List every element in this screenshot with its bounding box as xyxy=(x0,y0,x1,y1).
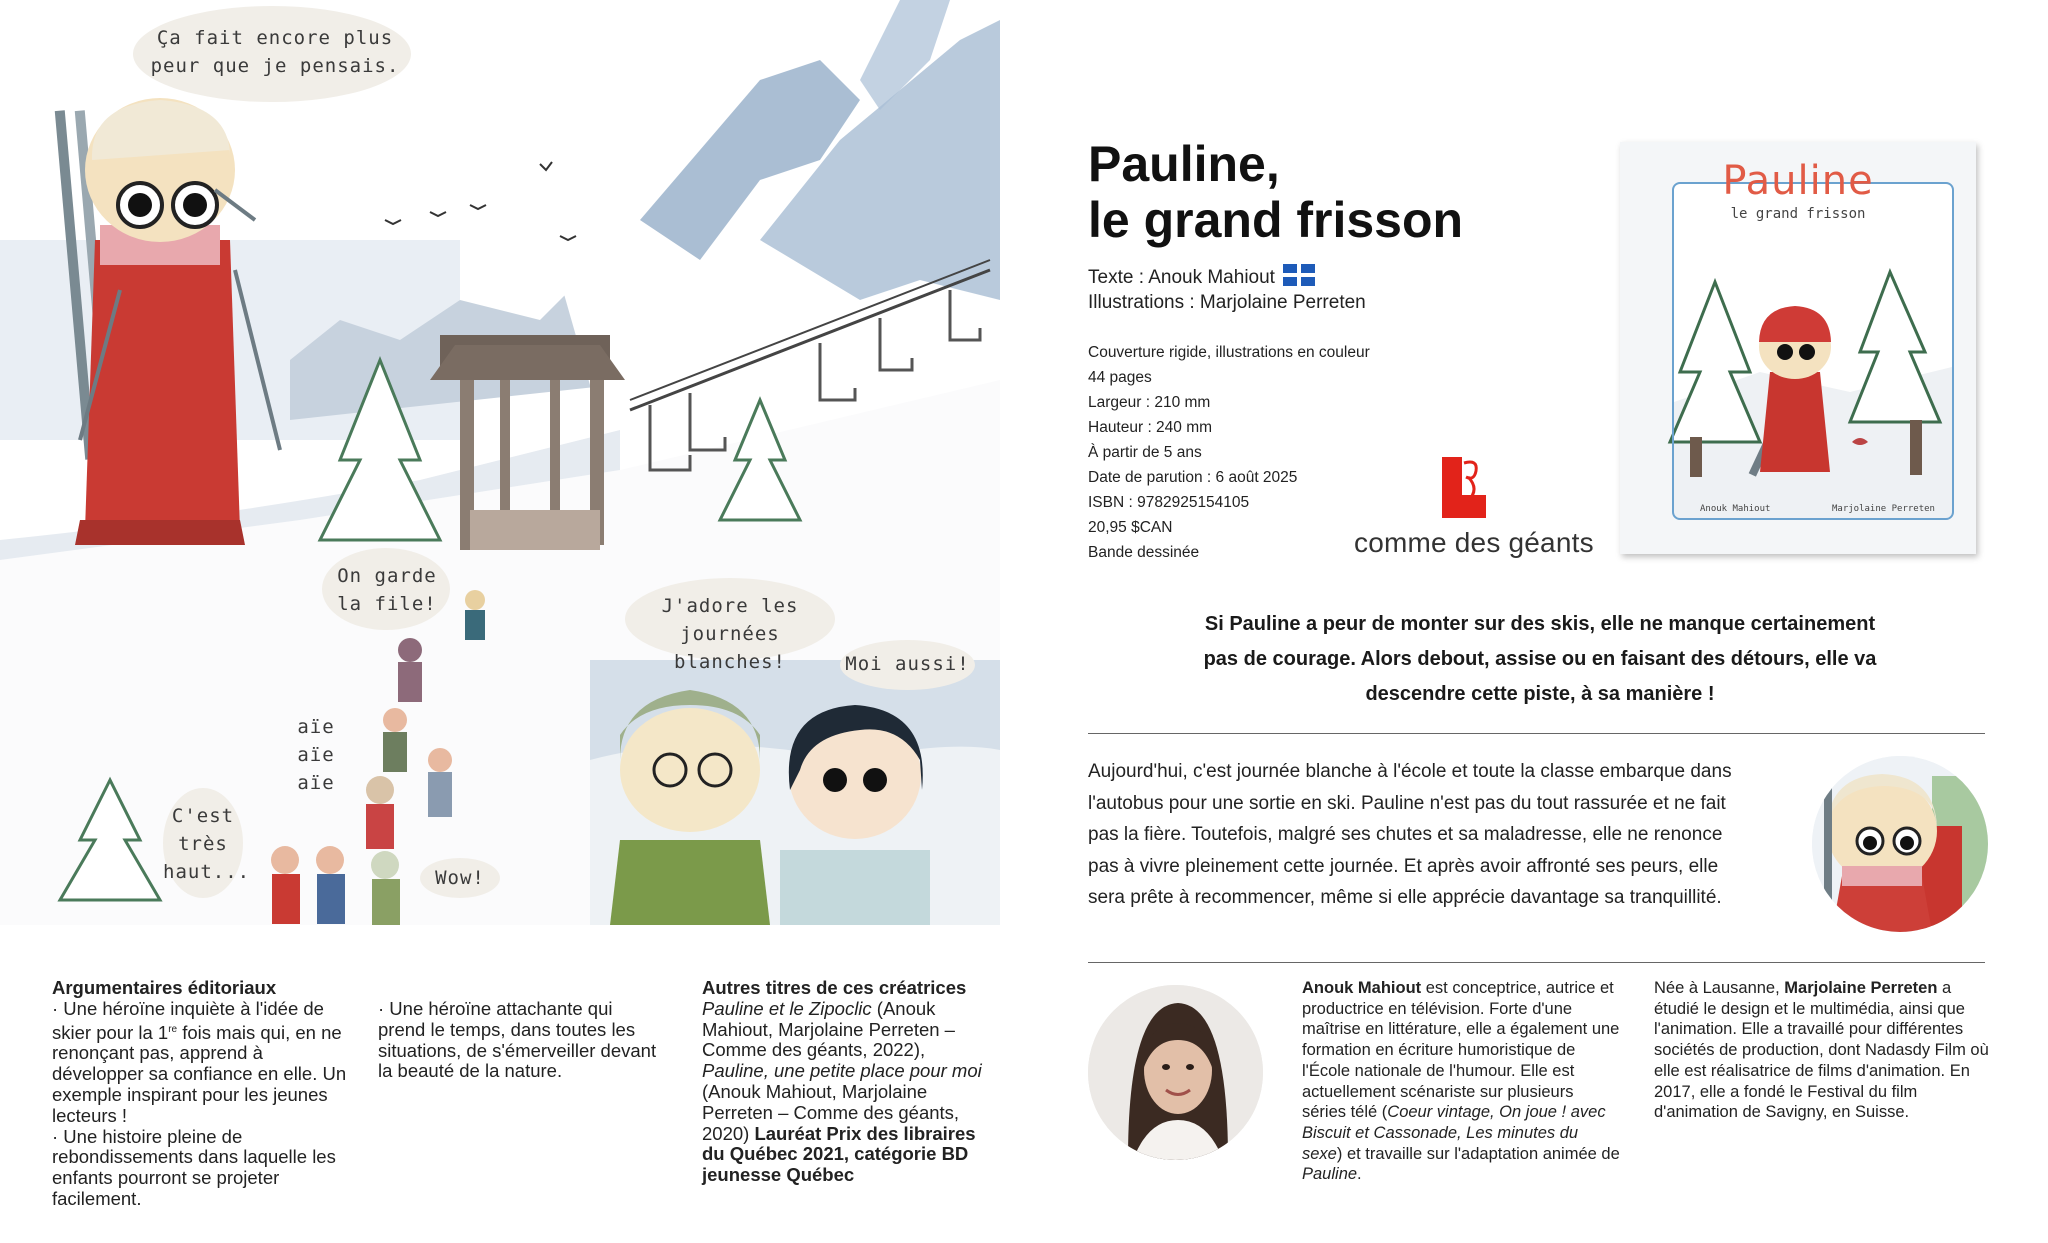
cover-title: Pauline xyxy=(1722,158,1874,204)
arguments-col2: · Une héroïne attachante qui prend le temps, dans toutes les situations, de s'émerveiller devant la beauté de la nature. xyxy=(378,998,657,1082)
speech-bubble-line: On garde la file! xyxy=(337,565,437,615)
bio-marjolaine-name: Marjolaine Perreten xyxy=(1784,979,1938,997)
other-title-1-info: (Anouk Mahiout, Marjolaine Perreten – Comme des géants, 2022), xyxy=(702,997,955,1061)
other-title-1 xyxy=(702,999,992,1061)
cover-subtitle: le grand frisson xyxy=(1730,206,1866,222)
pauline-portrait-illustration xyxy=(1812,756,1988,932)
argument-1-text: · Une héroïne inquiète à l'idée de skier pour la 1 xyxy=(52,997,324,1043)
arguments-heading: Argumentaires éditoriaux xyxy=(52,977,277,998)
other-title-2-name: Pauline, une petite place pour moi xyxy=(702,1060,982,1082)
bio-anouk-text2: ) et travaille sur l'adaptation animée de xyxy=(1336,1144,1620,1163)
spec-width: Largeur : 210 mm xyxy=(1088,394,1211,411)
argument-1-text2: fois mais qui, en ne renonçant pas, apprend à développer sa confiance en elle. Un exemple inspirant pour les jeunes lecteurs ! xyxy=(52,1021,347,1126)
book-title-line2: le grand frisson xyxy=(1088,192,1464,248)
bio-marjolaine-prefix: Née à Lausanne, xyxy=(1654,979,1785,997)
book-cover xyxy=(1620,142,1976,554)
book-title-line1: Pauline, xyxy=(1088,136,1280,192)
book-summary: Aujourd'hui, c'est journée blanche à l'école et toute la classe embarque dans l'autobus pour une sortie en ski. Pauline n'est pas du tout rassurée et ne fait pas la fière. Toutefois, malgré ses chutes et sa maladresse, elle ne renonce pas à vivre pleinement cette journée. Et après avoir affronté ses peurs, elle sera prête à recommencer, même si elle apprécie davantage sa tranquillité. xyxy=(1088,761,1732,908)
illustration-credit: Illustrations : Marjolaine Perreten xyxy=(1088,292,1366,313)
other-title-2 xyxy=(702,1061,992,1186)
book-title xyxy=(1088,136,1463,248)
speech-bubble-moi-aussi: Moi aussi! xyxy=(845,653,970,675)
book-specs xyxy=(1088,340,1370,565)
argument-2: · Une histoire pleine de rebondissements dans laquelle les enfants pourront se projeter facilement. xyxy=(52,1125,336,1209)
anouk-mahiout-photo xyxy=(1088,985,1263,1160)
spec-date: Date de parution : 6 août 2025 xyxy=(1088,469,1298,486)
other-title-2-info: (Anouk Mahiout, Marjolaine Perreten – Comme des géants, 2020) xyxy=(702,1080,960,1144)
argument-1-sup: re xyxy=(168,1023,178,1035)
speech-bubble-pauline: Ça fait encore plus peur que je pensais. xyxy=(150,27,400,77)
speech-bubble-wow: Wow! xyxy=(435,867,485,889)
bio-anouk-name: Anouk Mahiout xyxy=(1302,979,1422,997)
spec-price: 20,95 $CAN xyxy=(1088,519,1173,536)
other-titles xyxy=(702,978,992,1186)
other-title-1-name: Pauline et le Zipoclic xyxy=(702,997,872,1019)
author-photo-drawing xyxy=(1088,985,1263,1160)
book-illustration xyxy=(0,0,1000,925)
pauline-face-drawing xyxy=(1812,756,1988,932)
bio-anouk xyxy=(1302,978,1620,1185)
cover-frame xyxy=(1672,182,1954,520)
spec-isbn: ISBN : 9782925154105 xyxy=(1088,494,1250,511)
bio-anouk-text3: . xyxy=(1357,1165,1362,1184)
speech-aie: aïe aïe aïe xyxy=(297,716,335,794)
text-credit-label: Texte : Anouk Mahiout xyxy=(1088,267,1275,288)
spec-age: À partir de 5 ans xyxy=(1088,444,1202,461)
divider xyxy=(1088,733,1985,734)
publisher-logo-icon xyxy=(1438,455,1488,520)
speech-bubble-haut: C'est très haut... xyxy=(163,805,251,883)
spec-genre: Bande dessinée xyxy=(1088,544,1200,561)
spec-pages: 44 pages xyxy=(1088,369,1152,386)
bio-anouk-shows: Coeur vintage, On joue ! avec Biscuit et Cassonade, Les minutes du sexe xyxy=(1302,1103,1606,1163)
spec-binding: Couverture rigide, illustrations en couleur xyxy=(1088,344,1370,361)
publisher-name: comme des géants xyxy=(1354,527,1594,558)
argument-1 xyxy=(52,999,352,1127)
spec-height: Hauteur : 240 mm xyxy=(1088,419,1213,436)
cover-author: Anouk Mahiout xyxy=(1700,504,1771,514)
other-title-2-award: Lauréat Prix des libraires du Québec 2021, catégorie BD jeunesse Québec xyxy=(702,1122,976,1186)
bio-anouk-show2: Pauline xyxy=(1302,1165,1358,1184)
bio-anouk-text1: est conceptrice, autrice et productrice en télévision. Forte d'une maîtrise en littérature, elle a également une formation en écriture humoristique de l'École nationale de l'humour. Elle est actuellement scénariste sur plusieurs séries télé ( xyxy=(1302,979,1620,1122)
bio-marjolaine xyxy=(1654,978,1994,1123)
speech-bubble-journees: J'adore les journées blanches! xyxy=(661,595,799,673)
cover-illustrator: Marjolaine Perreten xyxy=(1832,504,1935,514)
other-titles-heading: Autres titres de ces créatrices xyxy=(702,977,967,998)
text-credit xyxy=(1088,264,1315,289)
divider xyxy=(1088,962,1985,963)
book-pitch: Si Pauline a peur de monter sur des skis, elle ne manque certainement pas de courage. Alors debout, assise ou en faisant des détours, elle va descendre cette piste, à sa manière ! xyxy=(1203,613,1877,705)
arguments-col1 xyxy=(52,978,352,1210)
ski-scene-drawing xyxy=(0,0,1000,925)
quebec-flag-icon xyxy=(1283,264,1315,286)
bio-marjolaine-text: a étudié le design et le multimédia, ainsi que l'animation. Elle a travaillé pour différentes sociétés de production, dont Nadasdy Film où elle est réalisatrice de films d'animation. En 2017, elle a fondé le Festival du film d'animation de Savigny, en Suisse. xyxy=(1654,979,1989,1122)
